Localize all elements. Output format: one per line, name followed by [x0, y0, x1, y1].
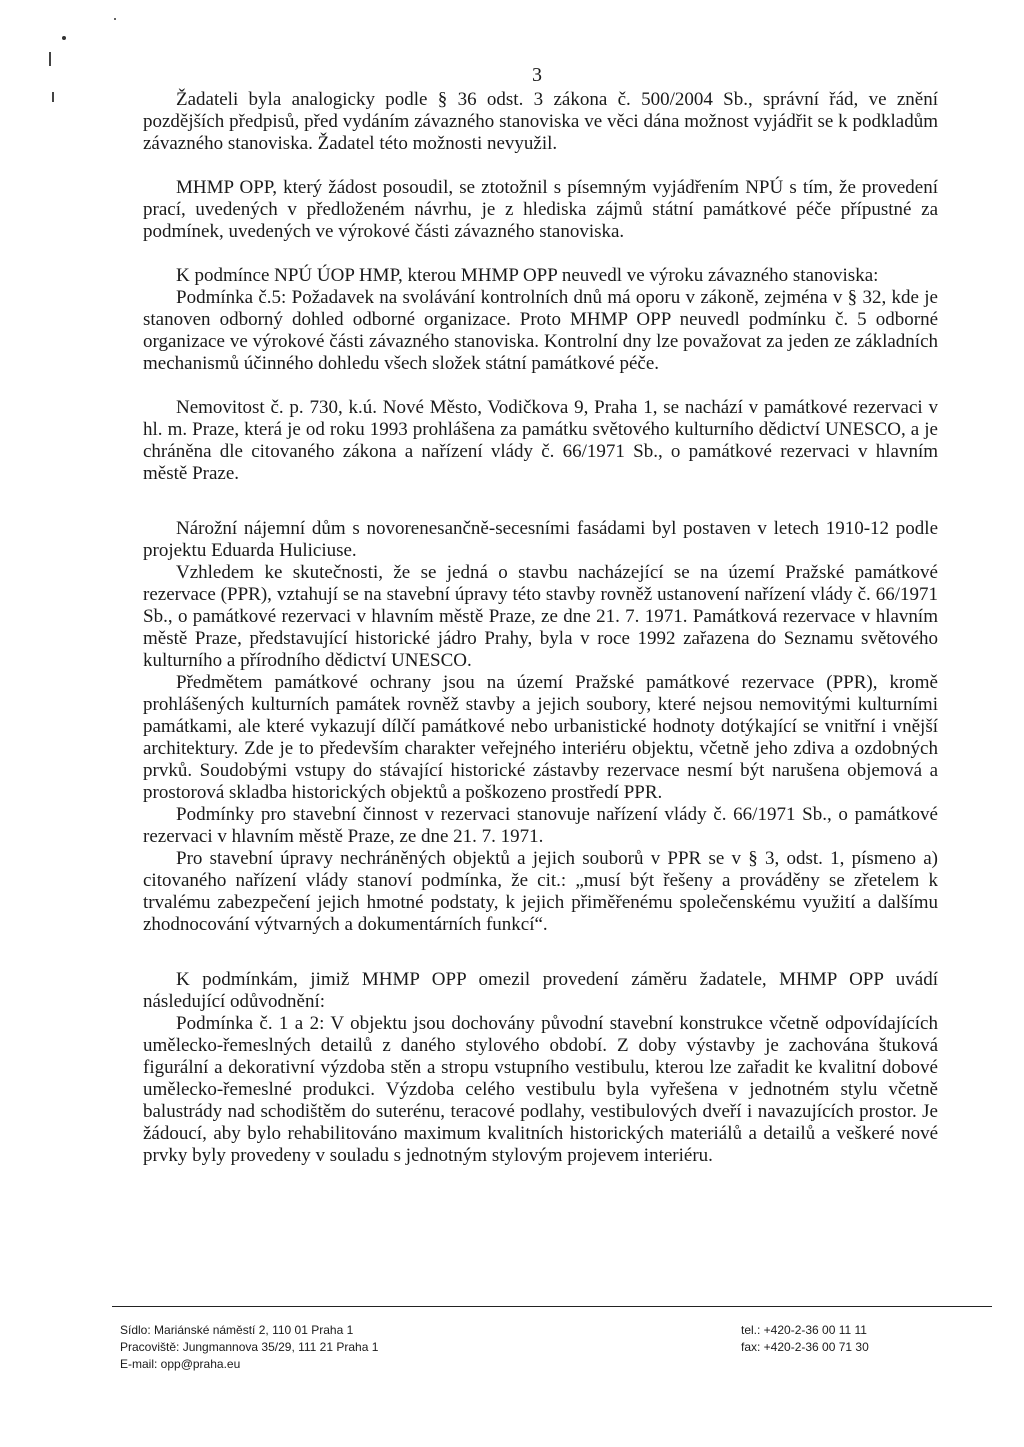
footer-address: Sídlo: Mariánské náměstí 2, 110 01 Praha 1 [120, 1323, 354, 1337]
footer-contact-right [741, 1322, 981, 1356]
footer-phone: tel.: +420-2-36 00 11 11 [741, 1323, 867, 1337]
scan-speck [114, 18, 116, 20]
footer-contact-left [120, 1322, 540, 1373]
paragraph: K podmínkám, jimiž MHMP OPP omezil provedení záměru žadatele, MHMP OPP uvádí následující odůvodnění: [143, 969, 938, 1012]
paragraph: Podmínka č. 1 a 2: V objektu jsou dochovány původní stavební konstrukce včetně odpovídajících umělecko-řemeslných detailů z daného stylového období. Z doby výstavby je zachována štuková figurální a dekorativní výzdoba stěn a stropu vstupního vestibulu, kterou lze zařadit ke kvalitní dobové umělecko-řemeslné produkci. Výzdoba celého vestibulu byla vyřešena v jednotném stylu včetně balustrády nad schodištěm do suterénu, teracové podlahy, vestibulových dveří i navazujících prostor. Je žádoucí, aby bylo rehabilitováno maximum kvalitních historických materiálů a detailů a veškeré nové prvky byly provedeny v souladu s jednotným stylovým projevem interiéru. [143, 1013, 938, 1166]
scan-speck [62, 36, 66, 40]
paragraph: K podmínce NPÚ ÚOP HMP, kterou MHMP OPP neuvedl ve výroku závazného stanoviska: [176, 265, 879, 286]
paragraph: MHMP OPP, který žádost posoudil, se ztotožnil s písemným vyjádřením NPÚ s tím, že provedení prací, uvedených v předloženém návrhu, je z hlediska zájmů státní památkové péče přípustné za podmínek, uvedených ve výrokové části závazného stanoviska. [143, 177, 938, 242]
scan-mark [52, 92, 54, 102]
footer-divider [112, 1306, 992, 1307]
footer-workplace: Pracoviště: Jungmannova 35/29, 111 21 Praha 1 [120, 1340, 379, 1354]
paragraph: Nárožní nájemní dům s novorenesančně-secesními fasádami byl postaven v letech 1910-12 podle projektu Eduarda Huliciuse. [143, 518, 938, 561]
page-number: 3 [532, 64, 542, 86]
footer-email: E-mail: opp@praha.eu [120, 1357, 241, 1371]
paragraph: Podmínky pro stavební činnost v rezervaci stanovuje nařízení vlády č. 66/1971 Sb., o památkové rezervaci v hlavním městě Praze, ze dne 21. 7. 1971. [143, 804, 938, 847]
footer-fax: fax: +420-2-36 00 71 30 [741, 1340, 869, 1354]
paragraph: Vzhledem ke skutečnosti, že se jedná o stavbu nacházející se na území Pražské památkové rezervace (PPR), vztahují se na stavební úpravy této stavby rovněž ustanovení nařízení vlády č. 66/1971 Sb., o památkové rezervaci v hlavním městě Praze, ze dne 21. 7. 1971. Památková rezervace v hlavním městě Praze, představující historické jádro Prahy, byla v roce 1992 zařazena do Seznamu světového kulturního a přírodního dědictví UNESCO. [143, 562, 938, 671]
paragraph: Nemovitost č. p. 730, k.ú. Nové Město, Vodičkova 9, Praha 1, se nachází v památkové rezervaci v hl. m. Praze, která je od roku 1993 prohlášena za památku světového kulturního dědictví UNESCO, a je chráněna dle citovaného zákona a nařízení vlády č. 66/1971 Sb., o památkové rezervaci v hlavním městě Praze. [143, 397, 938, 484]
paragraph: Předmětem památkové ochrany jsou na území Pražské památkové rezervace (PPR), kromě prohlášených kulturních památek rovněž stavby a jejich soubory, které nejsou nemovitými kulturními památkami, ale které vykazují dílčí památkové nebo urbanistické hodnoty dotýkající se vnitřní i vnější architektury. Zde je to především charakter veřejného interiéru objektu, včetně jeho zdiva a ozdobných prvků. Soudobými vstupy do stávající historické zástavby rezervace nesmí být narušena objemová a prostorová skladba historických objektů a poškozeno prostředí PPR. [143, 672, 938, 803]
body-text [143, 89, 938, 1167]
paragraph: Pro stavební úpravy nechráněných objektů a jejich souborů v PPR se v § 3, odst. 1, písmeno a) citovaného nařízení vlády stanoví podmínka, že cit.: „musí být řešeny a prováděny se zřetelem k trvalému zabezpečení jejich hmotné podstaty, k jejich přiměřenému společenskému využití a dalšímu zhodnocování výtvarných a dokumentárních funkcí“. [143, 848, 938, 935]
scan-mark [49, 52, 51, 66]
paragraph: Žadateli byla analogicky podle § 36 odst. 3 zákona č. 500/2004 Sb., správní řád, ve znění pozdějších předpisů, před vydáním závazného stanoviska ve věci dána možnost vyjádřit se k podkladům závazného stanoviska. Žadatel této možnosti nevyužil. [143, 89, 938, 154]
paragraph: Podmínka č.5: Požadavek na svolávání kontrolních dnů má oporu v zákoně, zejména v § 32, kde je stanoven odborný dohled odborné organizace. Proto MHMP OPP neuvedl podmínku č. 5 odborné organizace ve výrokové části závazného stanoviska. Kontrolní dny lze považovat za jeden ze základních mechanismů účinného dohledu všech složek státní památkové péče. [143, 287, 938, 374]
